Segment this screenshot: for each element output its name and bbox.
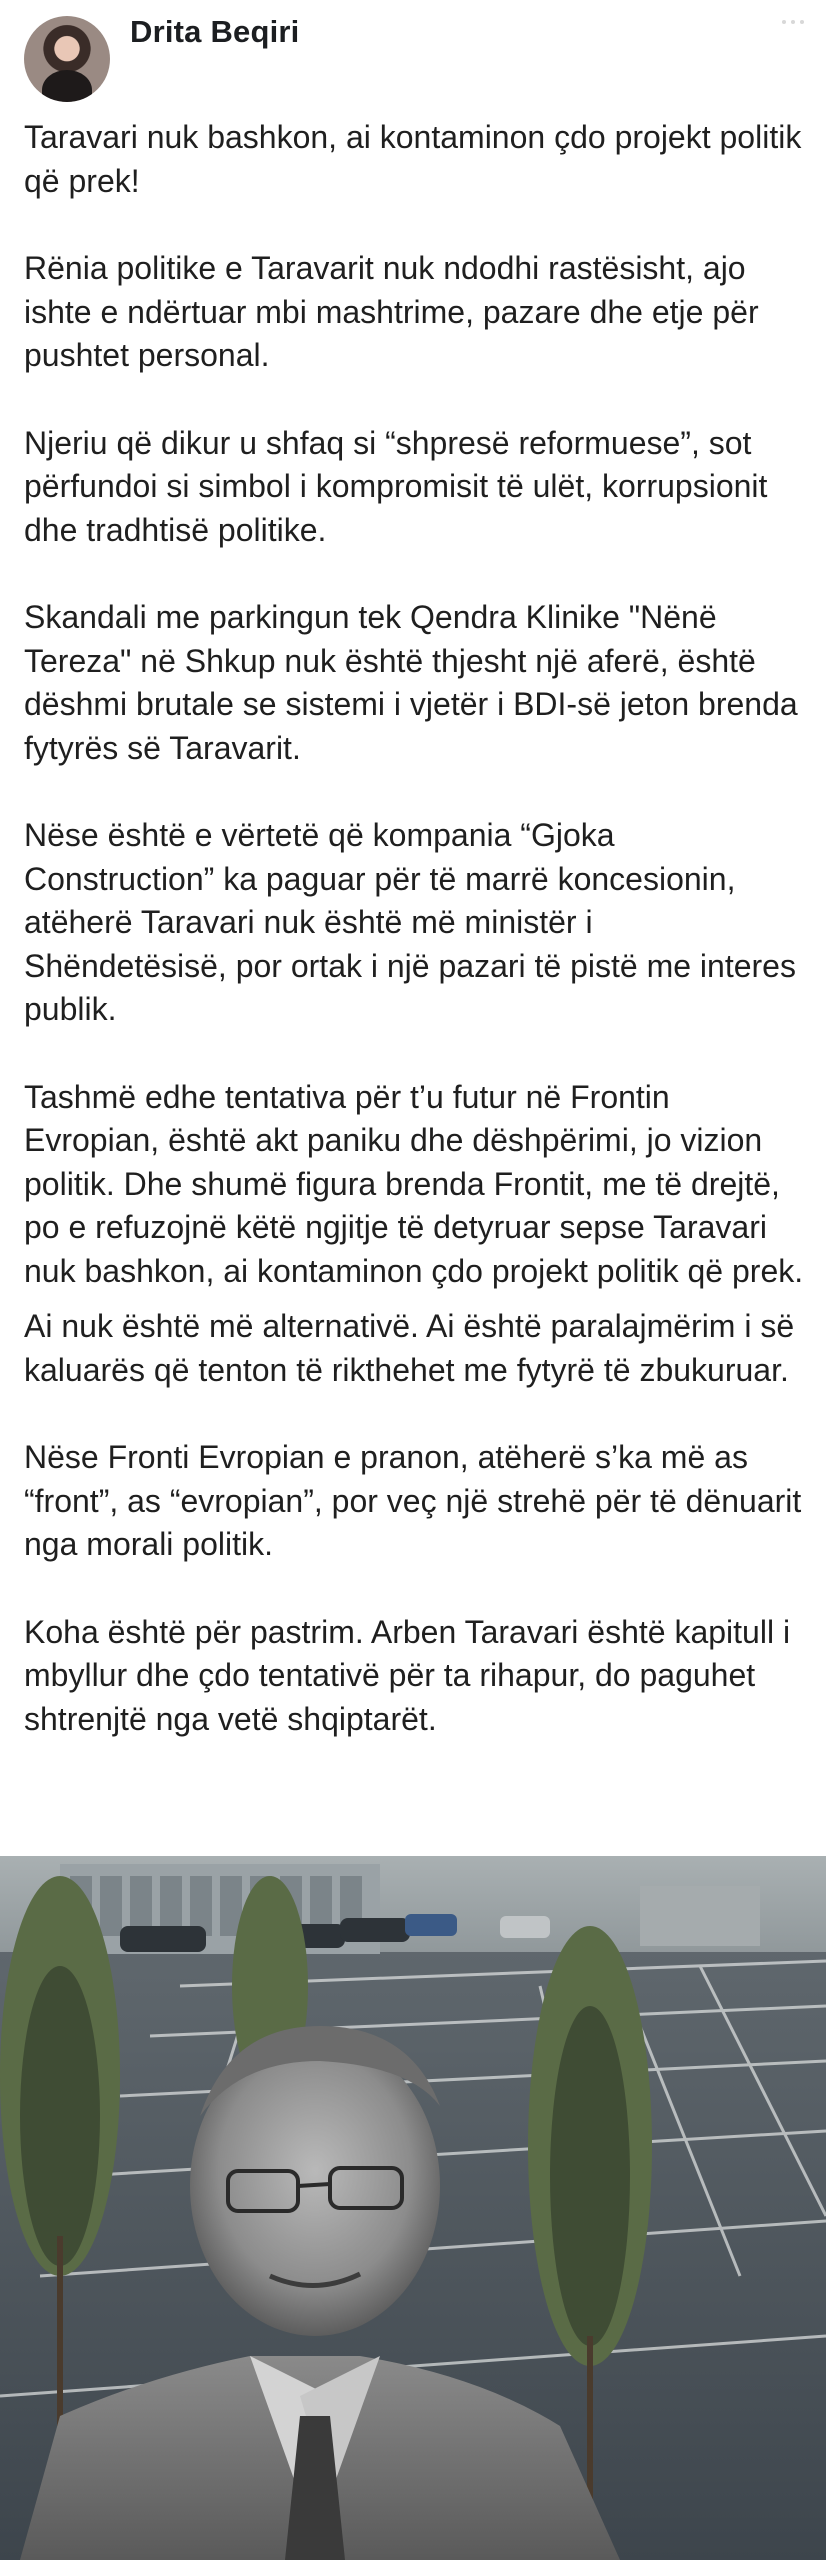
post-paragraph: Rënia politike e Taravarit nuk ndodhi rastësisht, ajo ishte e ndërtuar mbi mashtrime, pazare dhe etje për pushtet personal. [24, 250, 759, 373]
post-paragraph: Nëse është e vërtetë që kompania “Gjoka Construction” ka paguar për të marrë koncesionin, atëherë Taravari nuk është më ministër i Shëndetësisë, por ortak i një pazari të pistë me interes publik. [24, 817, 796, 1027]
post-body [24, 116, 804, 1785]
more-options-icon[interactable] [782, 18, 806, 26]
post-paragraph: Koha është për pastrim. Arben Taravari është kapitull i mbyllur dhe çdo tentativë për ta rihapur, do paguhet shtrenjtë nga vetë shqiptarët. [24, 1613, 791, 1737]
post-header [0, 0, 826, 110]
author-name[interactable]: Drita Beqiri [130, 14, 300, 49]
post-paragraph: Ai nuk është më alternativë. Ai është paralajmërim i së kaluarës që tenton të rikthehet me fytyrë të zbukuruar. [24, 1308, 795, 1388]
post-paragraph: Njeriu që dikur u shfaq si “shpresë reformuese”, sot përfundoi si simbol i kompromisit të ulët, korrupsionit dhe tradhtisë politike. [24, 424, 768, 548]
post-photo[interactable] [0, 1856, 826, 2560]
post-paragraph: Skandali me parkingun tek Qendra Klinike "Nënë Tereza" në Shkup nuk është thjesht një aferë, është dëshmi brutale se sistemi i vjetër i BDI-së jeton brenda fytyrës së Taravarit. [24, 599, 798, 766]
post-paragraph: Nëse Fronti Evropian e pranon, atëherë s’ka më as “front”, as “evropian”, por veç një strehë për të dënuarit nga morali politik. [24, 1439, 802, 1562]
post-paragraph: Taravari nuk bashkon, ai kontaminon çdo projekt politik që prek! [24, 119, 802, 199]
post-paragraph: Tashmë edhe tentativa për t’u futur në Frontin Evropian, është akt paniku dhe dëshpërimi, jo vizion politik. Dhe shumë figura brenda Frontit, me të drejtë, po e refuzojnë këtë ngjitje të detyruar sepse Taravari nuk bashkon, ai kontaminon çdo projekt politik që prek. [24, 1078, 804, 1289]
author-avatar[interactable] [24, 16, 110, 102]
